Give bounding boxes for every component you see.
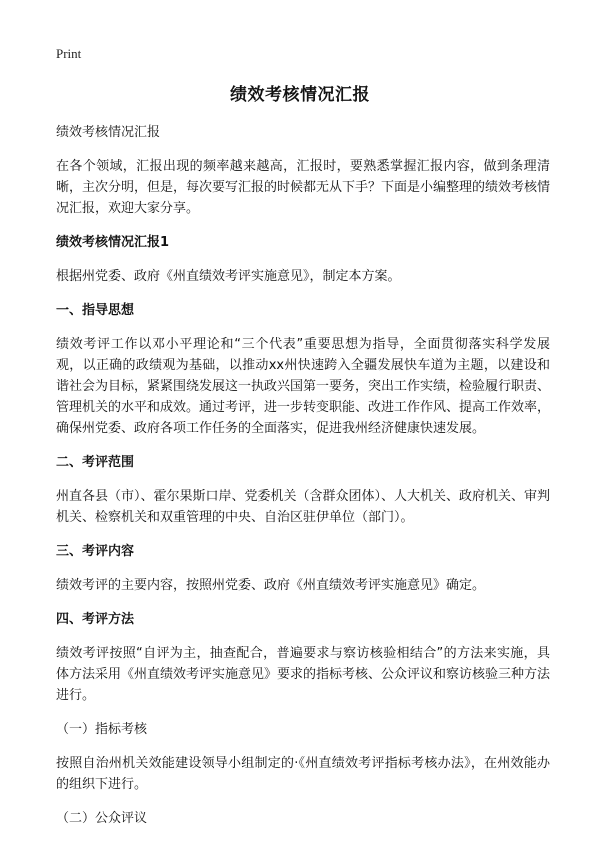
- subsection-indicator-assessment: （一）指标考核: [56, 722, 148, 737]
- plan-basis-paragraph: 根据州党委、政府《州直绩效考评实施意见》，制定本方案。: [56, 269, 401, 284]
- report-heading: 绩效考核情况汇报1: [56, 235, 170, 250]
- intro-paragraph: 在各个领域，汇报出现的频率越来越高，汇报时，要熟悉掌握汇报内容，做到条理清晰，主次分明，但是，每次要写汇报的时候都无从下手？下面是小编整理的绩效考核情况汇报，欢迎大家分享。: [56, 159, 551, 216]
- guiding-thought-paragraph: 绩效考评工作以邓小平理论和“三个代表”重要思想为指导，全面贯彻落实科学发展观，以正确的政绩观为基础，以推动xx州快速跨入全疆发展快车道为主题，以建设和谐社会为目标，紧紧围绕发展这一执政兴国第一要务，突出工作实绩，检验履行职责、管理机关的水平和成效。通过考评，进一步转变职能、改进工作作风、提高工作效率，确保州党委、政府各项工作任务的全面落实，促进我州经济健康快速发展。: [56, 337, 551, 436]
- section-heading-method: 四、考评方法: [56, 612, 135, 627]
- scope-paragraph: 州直各县（市）、霍尔果斯口岸、党委机关（含群众团体）、人大机关、政府机关、审判机关、检察机关和双重管理的中央、自治区驻伊单位（部门）。: [56, 489, 551, 525]
- subsection-public-review: （二）公众评议: [56, 811, 148, 826]
- section-heading-content: 三、考评内容: [56, 544, 135, 559]
- content-paragraph: 绩效考评的主要内容，按照州党委、政府《州直绩效考评实施意见》确定。: [56, 578, 486, 593]
- page-title: 绩效考核情况汇报: [230, 85, 370, 105]
- document-body: [56, 122, 550, 842]
- section-heading-guiding-thought: 一、指导思想: [56, 303, 135, 318]
- method-paragraph: 绩效考评按照“自评为主，抽查配合，普遍要求与察访核验相结合”的方法来实施，具体方法采用《州直绩效考评实施意见》要求的指标考核、公众评议和察访核验三种方法进行。: [56, 646, 551, 703]
- intro-subtitle: 绩效考核情况汇报: [56, 125, 161, 140]
- print-link[interactable]: Print: [56, 46, 82, 61]
- indicator-assessment-paragraph: 按照自治州机关效能建设领导小组制定的·《州直绩效考评指标考核办法》，在州效能办的组织下进行。: [56, 756, 550, 792]
- section-heading-scope: 二、考评范围: [56, 455, 135, 470]
